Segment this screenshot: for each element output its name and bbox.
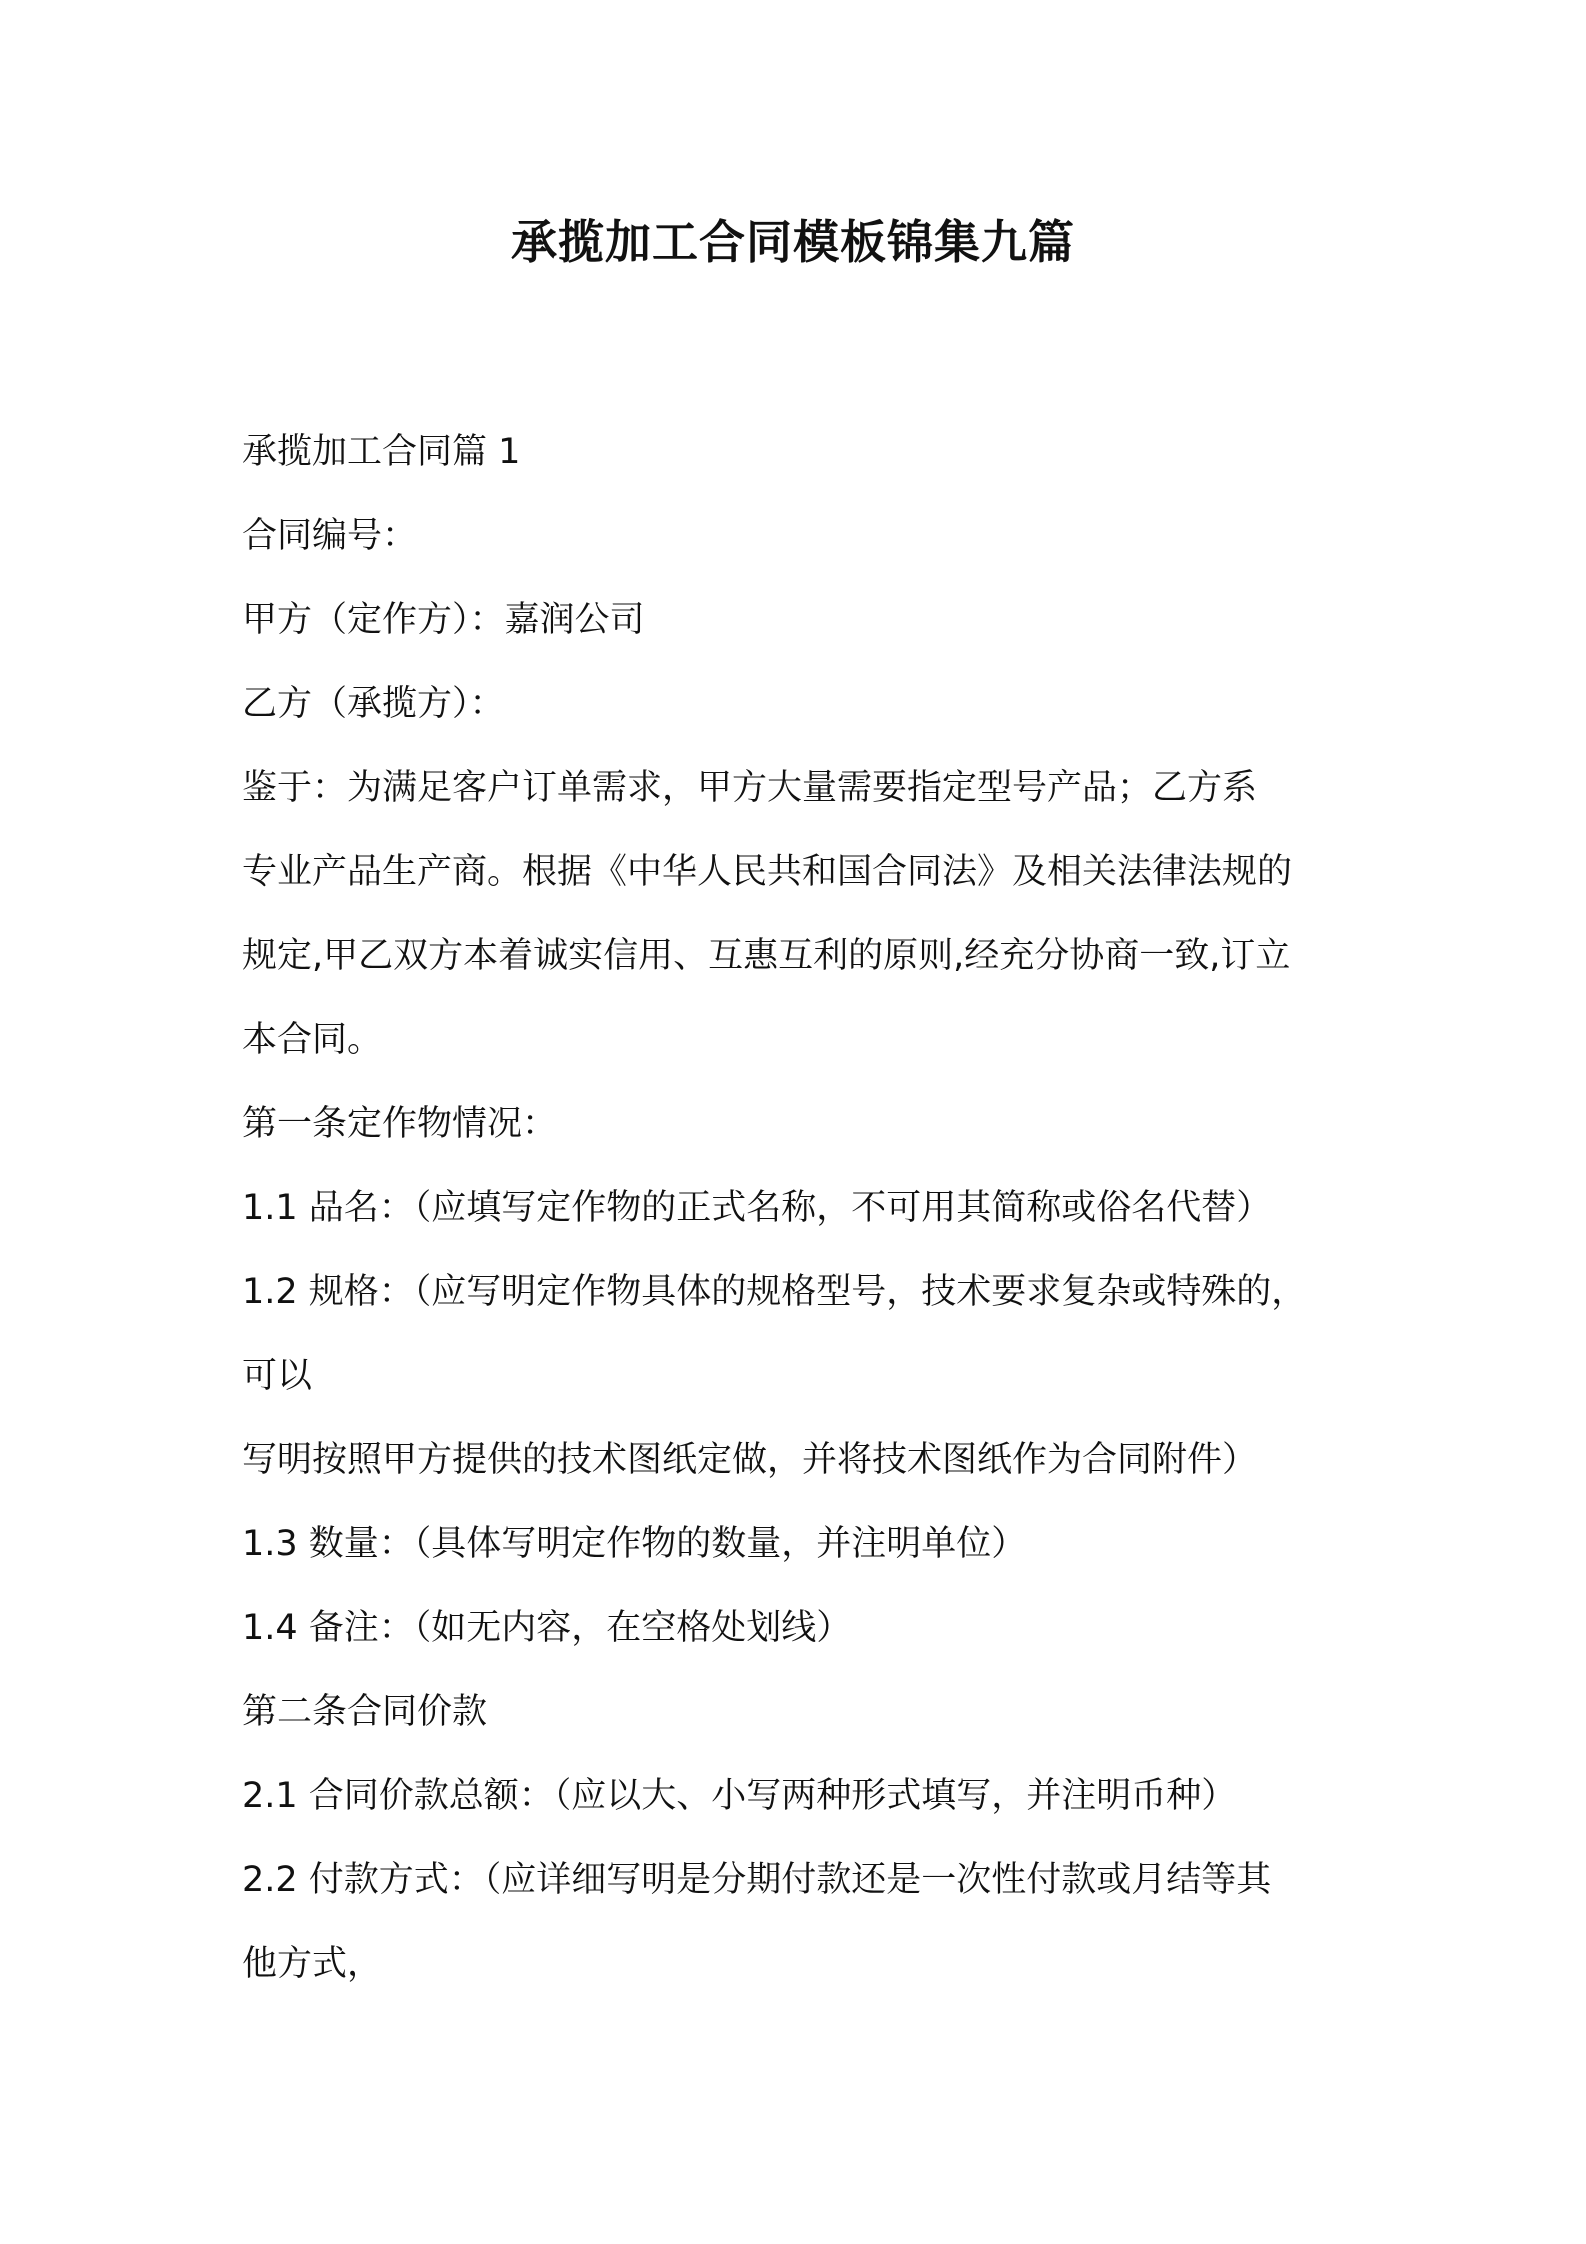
clause-line: 他方式， (242, 1944, 383, 1984)
clause-line: 1.1 品名：（应填写定作物的正式名称，不可用其简称或俗名代替） (242, 1188, 1272, 1228)
clause-line: 1.2 规格：（应写明定作物具体的规格型号，技术要求复杂或特殊的， (242, 1272, 1307, 1312)
clause-line: 2.1 合同价款总额：（应以大、小写两种形式填写，并注明币种） (242, 1776, 1237, 1816)
clause-line: 1.4 备注：（如无内容，在空格处划线） (242, 1608, 852, 1648)
article-heading: 第一条定作物情况： (242, 1104, 558, 1144)
preamble-line: 规定,甲乙双方本着诚实信用、互惠互利的原则,经充分协商一致,订立 (242, 936, 1291, 976)
party-a-line: 甲方（定作方）：嘉润公司 (242, 600, 645, 640)
contract-number-label: 合同编号： (242, 516, 418, 556)
clause-line: 写明按照甲方提供的技术图纸定做，并将技术图纸作为合同附件） (242, 1440, 1258, 1480)
clause-line: 可以 (242, 1356, 313, 1396)
document-title: 承揽加工合同模板锦集九篇 (511, 215, 1075, 269)
clause-line: 2.2 付款方式：（应详细写明是分期付款还是一次性付款或月结等其 (242, 1860, 1272, 1900)
party-b-line: 乙方（承揽方）： (242, 684, 505, 724)
document-body (242, 410, 1362, 2006)
preamble-line: 本合同。 (242, 1020, 383, 1060)
preamble-line: 鉴于：为满足客户订单需求，甲方大量需要指定型号产品；乙方系 (242, 768, 1258, 808)
article-heading: 第二条合同价款 (242, 1692, 488, 1732)
preamble-line: 专业产品生产商。根据《中华人民共和国合同法》及相关法律法规的 (242, 852, 1293, 892)
clause-line: 1.3 数量：（具体写明定作物的数量，并注明单位） (242, 1524, 1027, 1564)
section-heading: 承揽加工合同篇 1 (242, 432, 521, 472)
